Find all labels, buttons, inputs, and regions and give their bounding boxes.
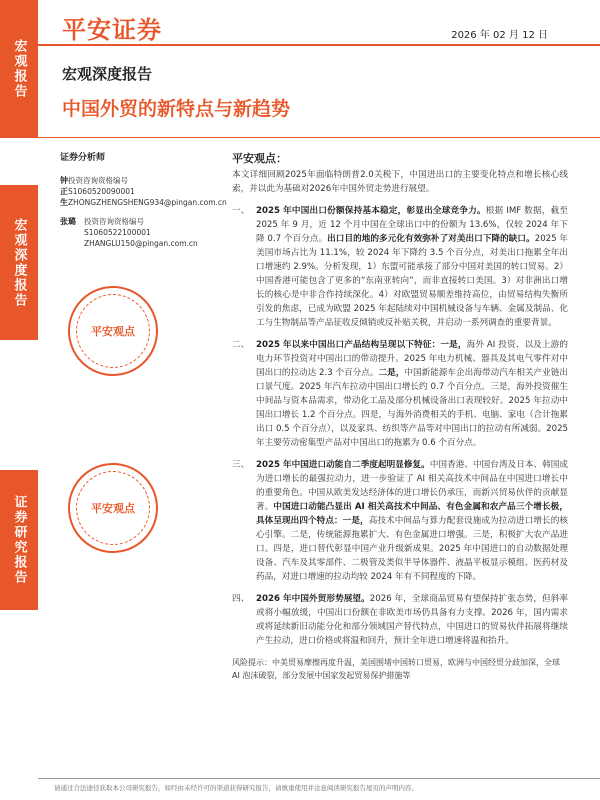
analyst-entry — [60, 216, 220, 249]
qr-code-badge[interactable] — [68, 286, 158, 376]
item-text: 海外 AI 投资、以及上游的电力环节投资对中国出口的带动提升。2025 年电力机械、器具及其电气零件对中国出口的拉动达 2.3 个百分点。 — [256, 340, 568, 378]
item-bold-lead: 2025 年中国进口动能自二季度起明显修复。 — [256, 460, 430, 470]
risk-warning: 风险提示：中美贸易摩擦再度升温，美国围堵中国转口贸易，欧洲与中国经贸分歧加深，全球 AI 泡沫破裂，部分发展中国家发起贸易保护措施等 — [232, 658, 560, 680]
list-item — [232, 204, 568, 330]
item-bold-mid: 二是， — [378, 368, 405, 378]
item-text: 中国新能源车企出海带动汽车相关产业链出口景气度。2025 年汽车拉动中国出口增长约 0.7 个百分点。三是，海外投资催生中间品与资本品需求，带动化工品及部分机械设备出口表现较好。2025 年拉动中国出口增长 1.2 个百分点。四是，与海外消费相关的手机、电脑、家电（合计拖累出口 0.5 个百分点），以及家具、纺织等产品等对中国出口的拉动有所减弱。2025 年主要劳动密集型产品对中国出口的拖累为 0.6 个百分点。 — [256, 368, 568, 448]
item-number: 四、 — [232, 594, 250, 604]
item-text: 根据 IMF 数据，截至 2025 年 9 月，近 12 个月中国在全球出口中的份额为 13.6%，仅较 2024 年下降 0.7 个百分点。 — [256, 206, 568, 244]
list-item — [232, 338, 568, 450]
item-number: 一、 — [232, 206, 250, 216]
analyst-heading: 证券分析师 — [60, 153, 106, 163]
qr-badge-label: 平安观点 — [91, 324, 135, 338]
list-item — [232, 458, 568, 584]
analyst-cert-number: S1060522100001 — [84, 228, 151, 237]
sidebar — [0, 0, 38, 800]
analyst-cert-label: 投资咨询资格编号 — [68, 176, 128, 185]
analyst-email[interactable]: ZHONGZHENGSHENG934@pingan.com.cn — [68, 198, 227, 207]
list-item — [232, 592, 568, 648]
qr-badge-label: 平安观点 — [91, 501, 135, 515]
header-divider — [38, 44, 600, 46]
sidebar-report-type: 宏观报告 — [0, 0, 38, 138]
analyst-name: 钟正生 — [60, 176, 68, 207]
title-divider — [38, 137, 600, 138]
qr-code-badge[interactable] — [68, 463, 158, 553]
company-logo: 平安证券 — [62, 15, 162, 44]
item-number: 二、 — [232, 340, 250, 350]
footer-disclaimer: 请通过合法途径获取本公司研究报告，如经由未经许可的渠道获得研究报告，请慎重使用并注意阅读研究报告尾页的声明内容。 — [54, 784, 418, 792]
sidebar-securities-research: 证券研究报告 — [0, 470, 38, 610]
item-text: 2026 年，全球商品贸易有望保持扩张态势，但斜率或将小幅放缓，中国出口份额在非欧美市场仍具备有力支撑。2026 年，国内需求或将延续新旧动能分化和部分领域国产替代特点，中国进口的贸易伙伴拓展将继续产生拉动，进口价格或将温和回升，预计全年进口增速将温和抬升。 — [256, 594, 568, 646]
analyst-entry — [60, 175, 227, 208]
main-content — [232, 152, 568, 682]
item-number: 三、 — [232, 460, 250, 470]
footer-divider — [38, 778, 600, 779]
item-text: 高技术中间品与算力配套设施成为拉动进口增长的核心引擎。二是，传统能源拖累扩大、有色金属进口增强。三是，积极扩大农产品进口。四是，进口替代彰显中国产业升级新成果。2025 年中国进口的自动数据处理设备、汽车及其零部件、二极管及类似半导体器件、液晶平板显示模组、医药材及药品，对进口增速的拉动均较 2024 年有不同程度的下降。 — [256, 516, 568, 582]
item-text: 中国香港、中国台湾及日本、韩国成为进口增长的最强拉动力，进一步验证了 AI 相关高技术中间品在中国进口增长中的重要角色。中国从欧美发达经济体的进口增长仍承压，而新兴贸易伙伴的贡献显著。 — [256, 460, 568, 512]
report-date: 2026 年 02 月 12 日 — [451, 30, 548, 41]
item-bold-lead: 2025 年以来中国出口产品结构呈现以下特征：一是， — [256, 340, 467, 350]
report-category: 宏观深度报告 — [62, 65, 153, 83]
analyst-email[interactable]: ZHANGLU150@pingan.com.cn — [84, 239, 198, 248]
sidebar-report-subtype: 宏观深度报告 — [0, 185, 38, 340]
item-bold-lead: 2025 年中国出口份额保持基本稳定，彰显出全球竞争力。 — [256, 206, 486, 216]
item-bold-mid: 中国进口动能凸显出 AI 相关高技术中间品、有色金属和农产品三个增长极，具体呈现出四个特点：一是， — [256, 502, 568, 526]
item-text: 2025 年美国市场占比为 11.1%，较 2024 年下降约 3.5 个百分点，对美出口拖累全年出口增速约 2.9%。分析发现，1）东盟可能承接了部分中国对美国的转口贸易。2）中国香港可能包含了更多的“东南亚转向”，而非直接转口美国。3）对非洲出口增长的核心是中非合作持续深化。4）对欧盟贸易顺差维持高位，由贸易结构失衡所引发的焦虑，已成为欧盟 2025 年起陆续对中国机械设备与车辆、金属及制品、化工与生物制品等产品征收反倾销或反补贴关税，并启动一系列调查的重要背景。 — [256, 234, 568, 328]
section-heading: 平安观点： — [232, 152, 287, 165]
analyst-name: 张璐 — [60, 217, 76, 226]
analyst-cert-label: 投资咨询资格编号 — [84, 217, 144, 226]
intro-paragraph: 本文详细回顾2025年面临特朗普2.0关税下，中国进出口的主要变化特点和增长核心线索，并以此为基础对2026年中国外贸走势进行展望。 — [232, 170, 568, 194]
report-title: 中国外贸的新特点与新趋势 — [62, 98, 291, 120]
analyst-panel — [60, 150, 227, 257]
item-bold-mid: 出口目的地的多元化有效弥补了对美出口下降的缺口。 — [327, 234, 535, 244]
item-bold-lead: 2026 年中国外贸形势展望。 — [256, 594, 370, 604]
analyst-cert-number: S1060520090001 — [68, 187, 135, 196]
